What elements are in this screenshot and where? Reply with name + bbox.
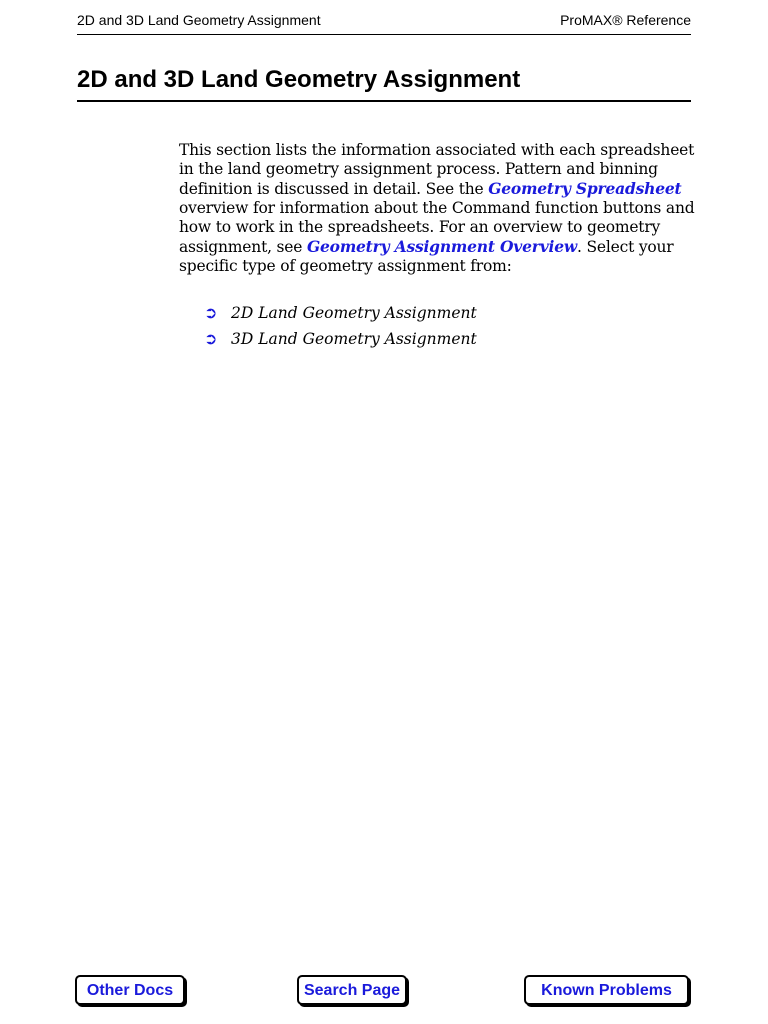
body-text-part3: . Select your specific type of geometry assignment from: xyxy=(179,238,674,275)
body-text-part1: This section lists the information associated with each spreadsheet in the land geometry assignment process. Pattern and binning definition is discussed in detail. See the xyxy=(179,141,695,198)
header-section-title: 2D and 3D Land Geometry Assignment xyxy=(77,12,321,28)
other-docs-button[interactable]: Other Docs xyxy=(75,975,185,1005)
known-problems-button[interactable]: Known Problems xyxy=(524,975,689,1005)
geometry-spreadsheet-link[interactable]: Geometry Spreadsheet xyxy=(488,179,682,198)
list-item-label: 2D Land Geometry Assignment xyxy=(231,304,477,322)
running-header xyxy=(77,10,691,35)
list-item[interactable] xyxy=(204,300,477,326)
list-item[interactable] xyxy=(204,326,477,352)
header-doc-title: ProMAX® Reference xyxy=(560,12,691,28)
search-page-button[interactable]: Search Page xyxy=(297,975,407,1005)
body-text-part2: overview for information about the Command function buttons and how to work in the spreadsheets. For an overview to geometry assignment, see xyxy=(179,199,695,256)
arrow-bullet-icon: ➲ xyxy=(204,303,218,322)
body-paragraph xyxy=(179,141,699,276)
page-title: 2D and 3D Land Geometry Assignment xyxy=(77,64,691,102)
geometry-assignment-overview-link[interactable]: Geometry Assignment Overview xyxy=(306,237,578,256)
assignment-type-list xyxy=(204,300,477,352)
list-item-label: 3D Land Geometry Assignment xyxy=(231,330,477,348)
arrow-bullet-icon: ➲ xyxy=(204,329,218,348)
